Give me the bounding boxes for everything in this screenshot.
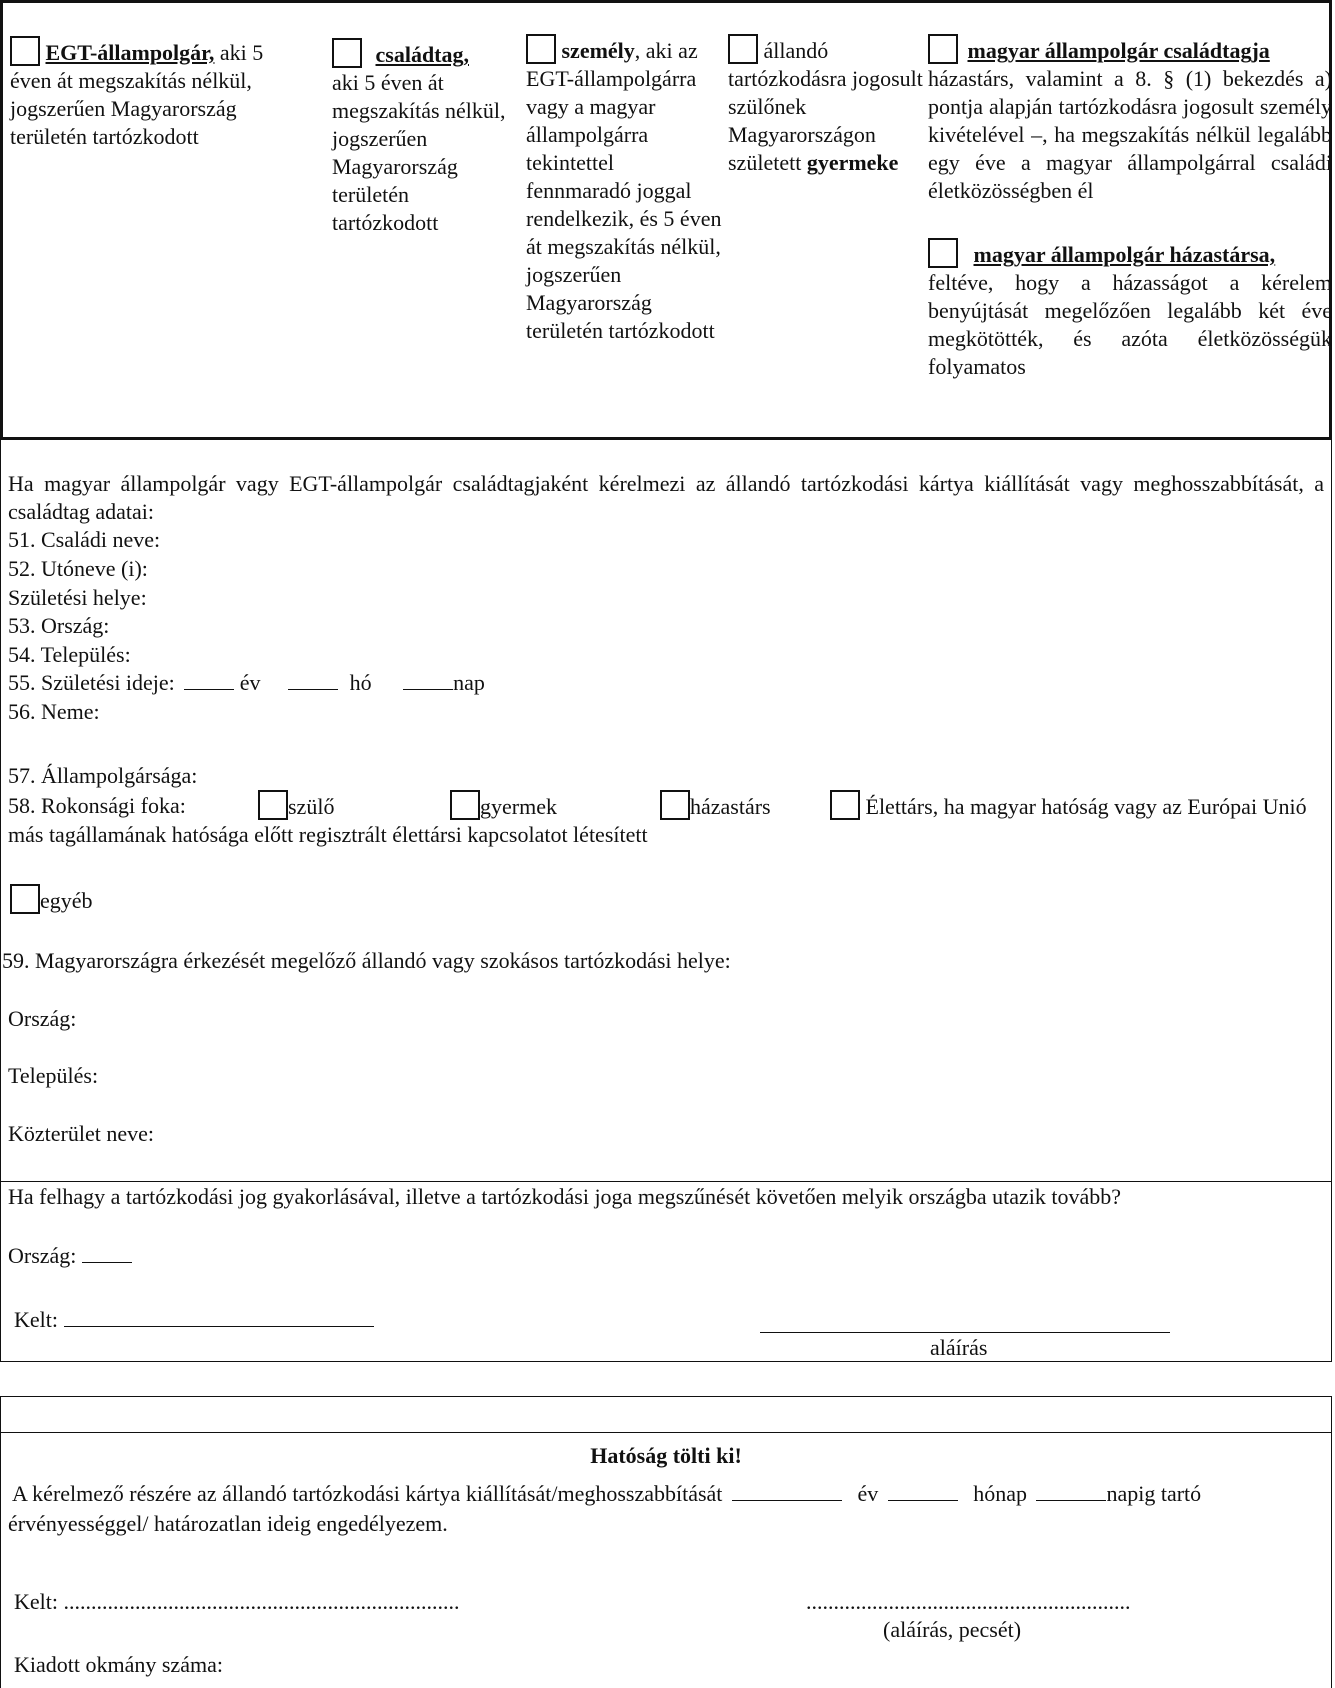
egt-checkbox[interactable] (10, 36, 40, 66)
family-right-border (1331, 437, 1332, 1362)
exit-signature-line[interactable] (760, 1332, 1170, 1333)
exit-orszag-input[interactable] (82, 1242, 132, 1263)
authority-title: Hatóság tölti ki! (590, 1443, 742, 1468)
option-magyar-csaladtag (928, 34, 1332, 205)
elettars-label: Élettárs, ha magyar hatóság vagy az Európai Unió más tagállamának hatósága előtt regisztrált élettársi kapcsolatot létesített (8, 794, 1307, 847)
authority-left-border (0, 1396, 1, 1688)
authority-year-label: év (857, 1481, 879, 1506)
top-section-bottom-border (0, 437, 1332, 440)
field-54: 54. Település: (8, 642, 131, 667)
field-55 (8, 669, 485, 697)
top-border (0, 0, 1332, 3)
field-58-label: 58. Rokonsági foka: (8, 793, 186, 818)
birth-month-input[interactable] (288, 669, 338, 690)
szemely-text: , aki az EGT-állampolgárra vagy a magyar állampolgárra tekintettel fennmaradó joggal rendelkezik, és 5 éven át megszakítás nélkül, jogszerűen Magyarország területén tartózkodott (526, 38, 722, 343)
exit-orszag (8, 1242, 132, 1270)
authority-day-input[interactable] (1036, 1480, 1106, 1501)
hazastars-label: házastárs (690, 794, 771, 819)
birth-day-input[interactable] (403, 669, 453, 690)
authority-month-input[interactable] (888, 1480, 958, 1501)
field-51: 51. Családi neve: (8, 527, 161, 552)
option-magyar-hazastars (928, 238, 1332, 381)
allando-checkbox[interactable] (728, 34, 758, 64)
szemely-label: személy (561, 38, 635, 63)
field-53: 53. Ország: (8, 613, 110, 638)
egyeb-checkbox[interactable] (10, 884, 40, 914)
birth-year-label: év (239, 670, 261, 695)
authority-text1: A kérelmező részére az állandó tartózkodási kártya kiállítását/meghosszabbítását (12, 1481, 723, 1506)
field-56: 56. Neme: (8, 699, 100, 724)
egt-label: EGT-állampolgár, (45, 40, 215, 65)
exit-question: Ha felhagy a tartózkodási jog gyakorlásával, illetve a tartózkodási joga megszűnését követően melyik országba utazik tovább? (8, 1184, 1122, 1209)
authority-text2: érvényességgel/ határozatlan ideig engedélyezem. (8, 1511, 448, 1536)
authority-day-label: napig tartó (1106, 1481, 1202, 1506)
allando-text: állandó tartózkodásra jogosult szülőnek Magyarországon született (728, 38, 923, 175)
authority-signature-dots[interactable]: ........................................................... (806, 1589, 1131, 1614)
allando-label: gyermeke (806, 150, 899, 175)
birth-month-label: hó (349, 670, 372, 695)
elettars-checkbox[interactable] (830, 790, 860, 820)
field-57: 57. Állampolgársága: (8, 763, 198, 788)
magyar-hazastars-label: magyar állampolgár házastársa, (973, 242, 1276, 267)
field-52: 52. Utóneve (i): (8, 556, 148, 581)
field-55-label: 55. Születési ideje: (8, 670, 175, 695)
szulo-label: szülő (288, 794, 335, 819)
egt-text: aki 5 éven át megszakítás nélkül, jogszerűen Magyarország területén tartózkodott (10, 40, 264, 149)
gyermek-label: gyermek (480, 794, 557, 819)
exit-kelt (14, 1306, 374, 1334)
csaladtag-text: aki 5 éven át megszakítás nélkül, jogszerűen Magyarország területén tartózkodott (332, 70, 506, 235)
magyar-csaladtag-label: magyar állampolgár családtagja (967, 38, 1270, 63)
magyar-hazastars-text: feltéve, hogy a házasságot a kérelem benyújtását megelőzően legalább két éve megkötötték, és azóta életközösségük folyamatos (928, 270, 1332, 379)
exit-kelt-input[interactable] (64, 1306, 374, 1327)
rel-egyeb (10, 884, 93, 915)
szemely-checkbox[interactable] (526, 34, 556, 64)
option-egt (10, 36, 310, 151)
family-left-border (0, 437, 1, 1362)
left-border (0, 0, 3, 440)
option-allando (728, 34, 924, 177)
authority-right-border (1331, 1396, 1332, 1688)
authority-top-border (0, 1396, 1332, 1397)
family-bottom-border (0, 1181, 1332, 1182)
authority-header-divider (0, 1432, 1332, 1433)
birth-day-label: nap (453, 670, 485, 695)
option-csaladtag (332, 38, 518, 237)
authority-year-input[interactable] (732, 1480, 842, 1501)
magyar-hazastars-checkbox[interactable] (928, 238, 958, 268)
field-59-telepules: Település: (8, 1063, 99, 1088)
authority-kelt: Kelt: ........................................................................ (14, 1589, 460, 1614)
magyar-csaladtag-text: házastárs, valamint a 8. § (1) bekezdés a) pontja alapján tartózkodásra jogosult személy kivételével –, ha megszakítás nélkül legalább egy éve a magyar állampolgárral családi életközösségben él (928, 66, 1332, 203)
field-birthplace: Születési helye: (8, 585, 147, 610)
authority-signature-label: (aláírás, pecsét) (883, 1617, 1022, 1642)
exit-bottom-border (0, 1361, 1332, 1362)
exit-signature-label: aláírás (930, 1335, 988, 1360)
rel-elettars (8, 790, 1328, 849)
exit-orszag-label: Ország: (8, 1243, 77, 1268)
exit-kelt-label: Kelt: (14, 1307, 58, 1332)
family-intro: Ha magyar állampolgár vagy EGT-állampolgár családtagjaként kérelmezi az állandó tartózkodási kártya kiállítását vagy meghosszabbítását, a családtag adatai: (8, 471, 1324, 524)
field-59-kozterulet: Közterület neve: (8, 1121, 154, 1146)
csaladtag-checkbox[interactable] (332, 38, 362, 68)
authority-month-label: hónap (973, 1481, 1027, 1506)
magyar-csaladtag-checkbox[interactable] (928, 34, 958, 64)
field-59: 59. Magyarországra érkezését megelőző állandó vagy szokásos tartózkodási helye: (2, 948, 731, 973)
csaladtag-label: családtag, (375, 42, 469, 67)
option-szemely (526, 34, 724, 345)
field-59-orszag: Ország: (8, 1006, 77, 1031)
birth-year-input[interactable] (184, 669, 234, 690)
authority-okmany: Kiadott okmány száma: (14, 1652, 223, 1677)
egyeb-label: egyéb (40, 888, 93, 913)
authority-line1 (12, 1480, 1201, 1508)
